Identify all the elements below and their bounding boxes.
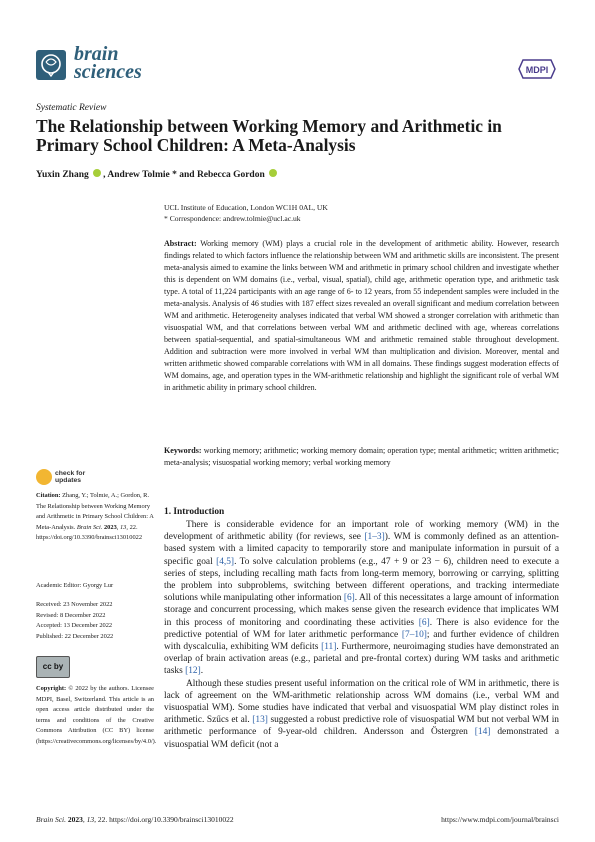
author-list [36, 169, 279, 180]
cc-by-license-icon[interactable]: cc by [36, 656, 70, 678]
check-updates-line1: check for [55, 470, 86, 477]
citation-volume: , 13, [116, 523, 128, 531]
journal-logo-icon [36, 50, 66, 80]
citation-link[interactable]: [7–10] [401, 629, 427, 640]
orcid-icon[interactable] [93, 169, 101, 177]
citation-text: Zhang, Y.; Tolmie, A.; Gordon, R. The Relationship between Working Memory and Arithmetic in Primary School Children: A Meta-Analysis. [36, 492, 154, 531]
revised-date: Revised: 8 December 2022 [36, 611, 106, 619]
journal-name-line1: brain [74, 43, 119, 65]
citation [36, 491, 154, 544]
citation-doi[interactable]: 22. https://doi.org/10.3390/brainsci13010022 [36, 523, 143, 542]
check-updates-line2: updates [55, 477, 82, 484]
copyright-label: Copyright: [36, 685, 67, 692]
citation-year: 2023 [102, 523, 117, 531]
citation-link[interactable]: [4,5] [216, 556, 235, 567]
citation-label: Citation: [36, 492, 61, 499]
footer-journal-url[interactable]: https://www.mdpi.com/journal/brainsci [441, 815, 559, 824]
mdpi-logo-icon[interactable] [517, 58, 557, 80]
abstract-text: Working memory (WM) plays a crucial role in the development of arithmetic ability. However, research findings related to which factors influence the relationship between WM and arithmetic skills are inconsistent. The present meta-analysis aimed to examine the links between WM and arithmetic in primary school children and investigate whether this is dependent on WM domains (i.e., verbal, visual, spatial), child age, arithmetic operation type, and arithmetic task type. A total of 11,224 participants with an age range of 6- to 12 years, from 55 independent samples were included in the meta-analysis. Analysis of 46 studies with 187 effect sizes revealed an overall significant and medium correlation between WM and arithmetic. Heterogeneity analyses indicated that verbal WM showed a stronger correlation with arithmetic than visuospatial WM, and that correlations between verbal WM and arithmetic declined with age, whereas correlations between spatial-sequential, and spatial-simultaneous WM and arithmetic remained stable throughout development. Addition and subtraction were more involved in verbal WM than multiplication and division. Moreover, mental and written arithmetic showed comparable correlations with WM in all domains. These findings suggest moderation effects of WM domains, age, and operation types in the WM-arithmetic relationship and highlight the significant role of verbal WM in arithmetic ability in primary school children. [164, 239, 559, 392]
page-title: The Relationship between Working Memory and Arithmetic in Primary School Children: A Meta-Analysis [36, 116, 502, 155]
abstract-label: Abstract: [164, 239, 197, 248]
check-updates-icon [36, 469, 52, 485]
footer-volume: , 13, [82, 815, 96, 824]
citation-link[interactable]: [14] [474, 727, 491, 738]
copyright-notice [36, 684, 157, 748]
body-text [164, 519, 559, 751]
article-type: Systematic Review [36, 103, 107, 113]
publication-dates [36, 600, 154, 642]
affiliation: UCL Institute of Education, London WC1H 0AL, UK [164, 203, 328, 212]
copyright-text: © 2022 by the authors. Licensee MDPI, Basel, Switzerland. This article is an open access article distributed under the terms and conditions of the Creative Commons Attribution (CC BY) license (https://creativecommons.org/licenses/by/4.0/). [36, 685, 157, 745]
citation-link[interactable]: [12] [185, 666, 201, 677]
paragraph: There is considerable evidence for an important role of working memory (WM) in the development of arithmetic ability (for reviews, see [1–3]). WM is commonly defined as an attention-based system with a limited capacity to temporarily store and manipulate information in pursuit of a specific goal [4,5]. To solve calculation problems (e.g., 47 + 9 or 23 − 6), children need to execute a series of steps, including recalling math facts from long-term memory, borrowing or carrying, splitting the problem into subproblems, switching between different operations, and tracking intermediate solutions while manipulating other information [6]. All of this necessitates a large amount of information storage and concurrent processing, which makes sense given the research evidence that implicates WM in this process of monitoring and coordinating these activities [6]. There is also evidence for the predictive potential of WM for later arithmetic performance [7–10]; and further evidence of children with dyscalculia, exhibiting WM deficits [11]. Furthermore, neuroimaging studies have demonstrated an overlap of brain activation areas (e.g., parietal and pre-frontal cortex) during WM tasks and arithmetic tasks [12]. [164, 520, 560, 677]
keywords-label: Keywords: [164, 446, 202, 455]
accepted-date: Accepted: 13 December 2022 [36, 622, 113, 630]
footer-journal: Brain Sci. [36, 815, 66, 824]
author-name[interactable]: Andrew Tolmie * [107, 170, 177, 180]
affiliations [164, 203, 554, 224]
check-for-updates-button[interactable] [36, 469, 96, 489]
correspondence: * Correspondence: andrew.tolmie@ucl.ac.uk [164, 213, 301, 223]
keywords [164, 445, 559, 469]
paragraph: Although these studies present useful information on the critical role of WM in arithmetic, there is lack of agreement on the WM-arithmetic relationship across WM domains (i.e., verbal WM and visuospatial WM). Some studies have indicated that verbal and visuospatial WM play distinct roles in arithmetic. Szűcs et al. [13] suggested a robust predictive role of visuospatial WM but not verbal WM in arithmetic performance of 9-year-old children. Andersson and Östergren [14] demonstrated a visuospatial WM deficit (not a [164, 678, 559, 750]
keywords-text: working memory; arithmetic; working memory domain; operation type; mental arithmetic; written arithmetic; meta-analysis; visuospatial working memory; verbal working memory [164, 446, 559, 467]
footer-year: 2023 [66, 815, 83, 824]
journal-name[interactable] [74, 45, 142, 81]
citation-link[interactable]: [13] [252, 715, 268, 726]
author-separator: , [103, 170, 108, 180]
footer-doi[interactable]: 22. https://doi.org/10.3390/brainsci13010022 [96, 815, 234, 824]
citation-link[interactable]: [1–3] [364, 532, 385, 543]
orcid-icon[interactable] [269, 169, 277, 177]
svg-text:MDPI: MDPI [525, 65, 549, 75]
author-name[interactable]: Rebecca Gordon [196, 170, 265, 180]
footer-citation [36, 815, 234, 824]
citation-link[interactable]: [6] [418, 617, 430, 628]
academic-editor: Academic Editor: Gyorgy Lur [36, 582, 114, 589]
citation-link[interactable]: [11] [321, 642, 337, 653]
published-date: Published: 22 December 2022 [36, 632, 114, 640]
abstract [164, 238, 559, 394]
section-heading: 1. Introduction [164, 507, 225, 517]
citation-journal: Brain Sci. [76, 523, 103, 531]
citation-link[interactable]: [6] [343, 593, 355, 604]
author-separator: and [176, 170, 197, 180]
journal-name-line2: sciences [74, 61, 142, 83]
received-date: Received: 23 November 2022 [36, 601, 113, 608]
author-name[interactable]: Yuxin Zhang [36, 170, 89, 180]
